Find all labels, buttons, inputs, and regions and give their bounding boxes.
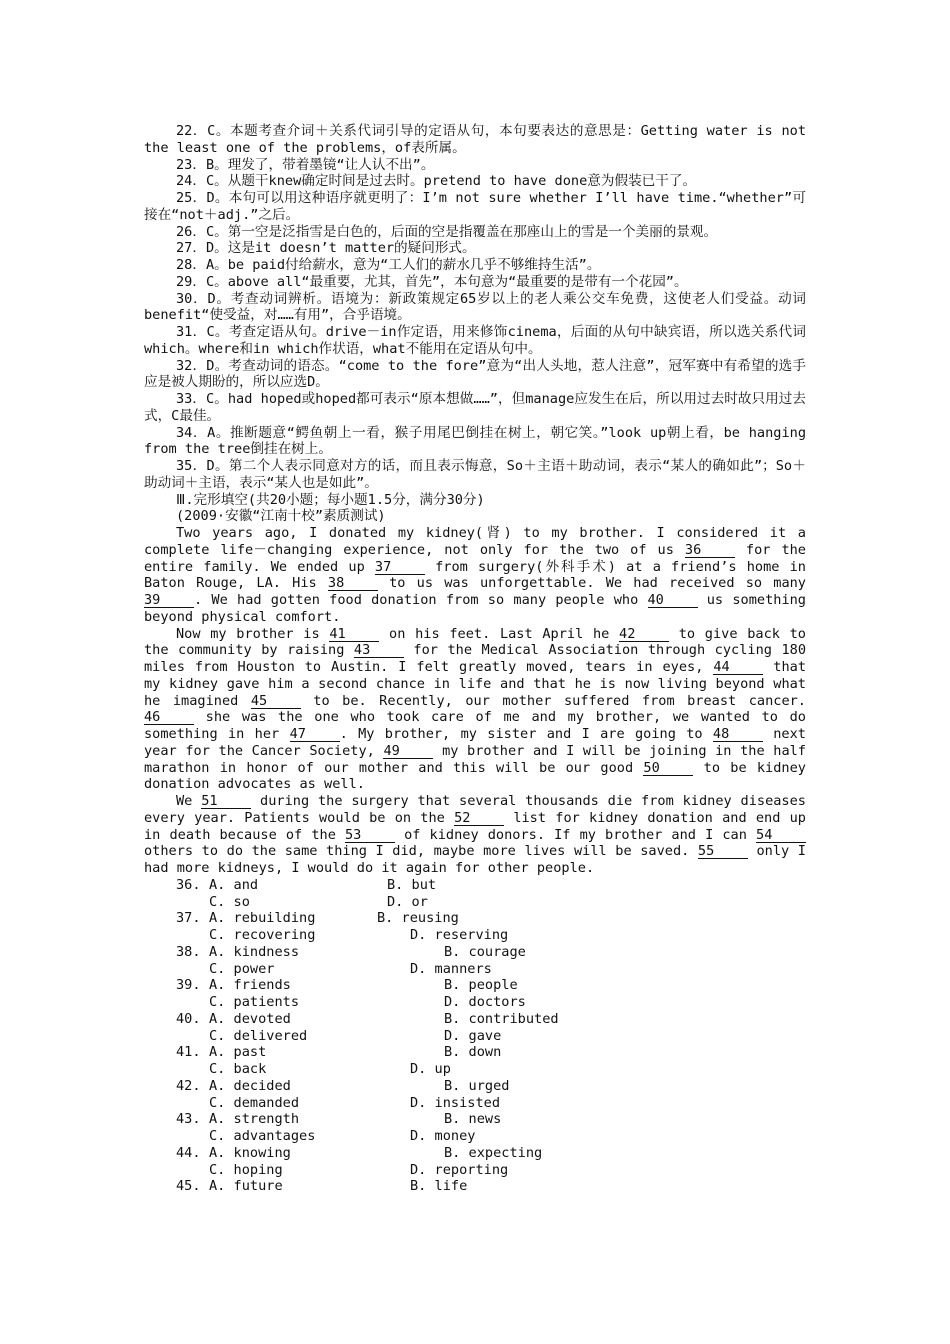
passage-text: my brother and I will be joining in the half marathon in honor of our mother and this will be our good: [144, 742, 806, 776]
option-b: B. but: [387, 876, 437, 893]
option-c: C. demanded: [209, 1094, 300, 1111]
option-row: [144, 1128, 806, 1145]
passage-text: during the surgery that several thousands die from kidney diseases every year. Patients would be on the: [144, 793, 806, 826]
option-row: [144, 1011, 806, 1028]
passage-paragraph-1: [144, 525, 806, 626]
option-row: [144, 1078, 806, 1095]
option-row: [144, 1111, 806, 1128]
question-number: 38.: [176, 943, 201, 960]
answer-blank: 46: [144, 710, 194, 725]
option-row: [144, 894, 806, 911]
option-row: [144, 877, 806, 894]
question-number: 44.: [176, 1144, 201, 1161]
option-row: [144, 1162, 806, 1179]
answer-blank: 42: [619, 627, 669, 642]
option-row: [144, 1095, 806, 1112]
option-d: D. or: [387, 893, 428, 910]
passage-text: list for kidney donation and end up in death because of the: [144, 809, 806, 843]
question-number: 42.: [176, 1077, 201, 1094]
option-c: C. patients: [209, 994, 300, 1010]
document-page: [144, 123, 806, 1195]
answer-blank: 50: [643, 761, 693, 776]
option-a: A. knowing: [209, 1144, 291, 1161]
section-source: (2009·安徽“江南十校”素质测试): [176, 508, 386, 525]
answer-blank: 48: [713, 727, 763, 742]
option-row: [144, 961, 806, 978]
option-row: [144, 1061, 806, 1078]
passage-paragraph-2: [144, 626, 806, 794]
answer-blank: 37: [375, 560, 425, 575]
answer-blank: 45: [251, 694, 301, 709]
answer-explanation: 27．D。这是it doesn’t matter的疑问形式。: [176, 240, 476, 257]
option-c: C. so: [209, 893, 250, 910]
option-b: B. courage: [444, 943, 526, 960]
answer-explanation: 22．C。本题考查介词＋关系代词引导的定语从句，本句要表达的意思是：Getting water is not the least one of the problems，of表所属。: [144, 123, 806, 156]
option-c: C. advantages: [209, 1128, 316, 1144]
option-row: [144, 1178, 806, 1195]
section-title: Ⅲ.完形填空(共20小题；每小题1.5分，满分30分): [176, 491, 485, 508]
answer-blank: 39: [144, 593, 194, 608]
option-d: D. manners: [410, 960, 492, 977]
option-b: B. down: [444, 1044, 502, 1061]
option-a: A. future: [209, 1178, 283, 1195]
answer-explanation: 34．A。推断题意“鳄鱼朝上一看，猴子用尾巴倒挂在树上，朝它笑。”look up朝上看，be hanging from the tree倒挂在树上。: [144, 424, 806, 458]
answer-blank: 47: [290, 727, 340, 742]
option-a: A. kindness: [209, 943, 300, 960]
answer-blank: 54: [756, 828, 806, 843]
question-number: 43.: [176, 1111, 201, 1128]
option-row: [144, 1028, 806, 1045]
option-d: D. doctors: [444, 994, 526, 1010]
passage-text: she was the one who took care of me and my brother, we wanted to do something in her: [144, 709, 806, 742]
option-b: B. reusing: [377, 910, 459, 927]
option-b: B. urged: [444, 1077, 510, 1094]
answer-explanation: 30．D。考查动词辨析。语境为：新政策规定65岁以上的老人乘公交车免费，这使老人们受益。动词benefit“使受益，对……有用”，合乎语境。: [144, 290, 806, 324]
option-b: B. life: [410, 1178, 468, 1195]
option-row: [144, 994, 806, 1011]
option-c: C. power: [209, 960, 275, 977]
passage-text: to be kidney donation advocates as well.: [144, 759, 806, 793]
option-d: D. gave: [444, 1027, 502, 1044]
option-row: [144, 1044, 806, 1061]
answer-blank: 40: [648, 593, 698, 608]
passage-text: only I had more kidneys, I would do it again for other people.: [144, 843, 806, 876]
passage-text: Now my brother is: [176, 625, 330, 642]
passage-text: on his feet. Last April he: [379, 625, 620, 642]
option-a: A. friends: [209, 977, 291, 994]
option-d: D. insisted: [410, 1094, 501, 1111]
option-b: B. contributed: [444, 1010, 559, 1027]
passage-text: Two years ago, I donated my kidney(肾) to my brother. I considered it a complete life－changing experience, not only for the two of us: [144, 525, 806, 558]
option-row: [144, 927, 806, 944]
option-a: A. and: [209, 876, 259, 893]
option-c: C. delivered: [209, 1027, 308, 1044]
passage-text: from surgery(外科手术) at a friend’s home in Baton Rouge, LA. His: [144, 558, 806, 592]
question-number: 36.: [176, 876, 201, 893]
answer-explanation: 29．C。above all“最重要，尤其，首先”，本句意为“最重要的是带有一个花园”。: [176, 273, 688, 290]
answer-blank: 43: [354, 643, 404, 658]
option-a: A. decided: [209, 1077, 291, 1094]
question-number: 45.: [176, 1178, 201, 1195]
passage-text: that my kidney gave him a second chance in life and that he is now living beyond what he imagined: [144, 659, 806, 709]
option-b: B. people: [444, 977, 518, 994]
answer-explanation: 24．C。从题干knew确定时间是过去时。pretend to have done意为假装已干了。: [176, 173, 697, 190]
answer-explanation: 25．D。本句可以用这种语序就更明了：I’m not sure whether I’ll have time.“whether”可接在“not＋adj.”之后。: [144, 190, 806, 223]
question-number: 40.: [176, 1010, 201, 1027]
answer-explanation: 32．D。考查动词的语态。“come to the fore”意为“出人头地，惹人注意”，冠军赛中有希望的选手应是被人期盼的，所以应选D。: [144, 357, 806, 391]
passage-text: us something beyond physical comfort.: [144, 592, 806, 625]
passage-text: to us was unforgettable. We had received so many: [377, 575, 806, 592]
answer-explanation: 35．D。第二个人表示同意对方的话，而且表示悔意，So＋主语＋助动词，表示“某人的确如此”；So＋助动词＋主语，表示“某人也是如此”。: [144, 458, 806, 491]
option-row: [144, 977, 806, 994]
option-c: C. recovering: [209, 927, 316, 943]
passage-paragraph-3: [144, 793, 806, 877]
passage-text: We: [176, 793, 202, 809]
answer-blank: 53: [345, 828, 395, 843]
answer-blank: 36: [685, 543, 735, 558]
passage-text: next year for the Cancer Society,: [144, 726, 806, 759]
option-row: [144, 910, 806, 927]
option-a: A. rebuilding: [209, 910, 316, 927]
answer-blank: 55: [698, 844, 748, 859]
option-a: A. strength: [209, 1111, 300, 1128]
answer-blank: 51: [201, 794, 251, 809]
answer-explanation: 28．A。be paid付给薪水，意为“工人们的薪水几乎不够维持生活”。: [176, 257, 601, 273]
answer-explanation: 33．C。had hoped或hoped都可表示“原本想做……”，但manage应发生在后，所以用过去时故只用过去式，C最佳。: [144, 391, 806, 424]
answer-blank: 41: [329, 627, 379, 642]
passage-text: of kidney donors. If my brother and I can: [394, 826, 757, 843]
passage-text: for the entire family. We ended up: [144, 541, 806, 575]
option-a: A. past: [209, 1044, 267, 1061]
answer-blank: 49: [383, 744, 433, 759]
passage-text: . We had gotten food donation from so many people who: [194, 592, 648, 608]
answer-explanation: 31．C。考查定语从句。drive－in作定语，用来修饰cinema，后面的从句中缺宾语，所以选关系代词which。where和in which作状语，what不能用在定语从句中。: [144, 324, 806, 357]
passage-text: to be. Recently, our mother suffered from breast cancer.: [300, 692, 806, 709]
question-number: 37.: [176, 910, 201, 927]
option-b: B. news: [444, 1111, 502, 1128]
option-c: C. hoping: [209, 1161, 283, 1178]
passage-text: for the Medical Association through cycling 180 miles from Houston to Austin. I felt greatly moved, tears in eyes,: [144, 642, 807, 675]
option-b: B. expecting: [444, 1144, 543, 1161]
question-number: 39.: [176, 977, 201, 994]
answer-options: [144, 877, 806, 1195]
option-d: D. reserving: [410, 927, 509, 943]
question-number: 41.: [176, 1044, 201, 1061]
answer-blank: 52: [454, 811, 504, 826]
option-row: [144, 944, 806, 961]
option-row: [144, 1145, 806, 1162]
passage-text: . My brother, my sister and I are going to: [339, 726, 713, 742]
passage-text: others to do the same thing I did, maybe more lives will be saved.: [144, 843, 698, 860]
option-d: D. reporting: [410, 1161, 509, 1178]
answer-explanation: 23．B。理发了，带着墨镜“让人认不出”。: [176, 156, 435, 173]
answer-explanation: 26．C。第一空是泛指雪是白色的，后面的空是指覆盖在那座山上的雪是一个美丽的景观。: [176, 223, 718, 240]
answer-blank: 38: [328, 576, 378, 591]
option-d: D. up: [410, 1061, 451, 1077]
option-a: A. devoted: [209, 1010, 291, 1027]
answer-blank: 44: [713, 660, 763, 675]
option-d: D. money: [410, 1128, 476, 1144]
passage-text: to give back to the community by raising: [144, 625, 806, 659]
answer-explanations: [144, 123, 806, 492]
option-c: C. back: [209, 1061, 267, 1077]
